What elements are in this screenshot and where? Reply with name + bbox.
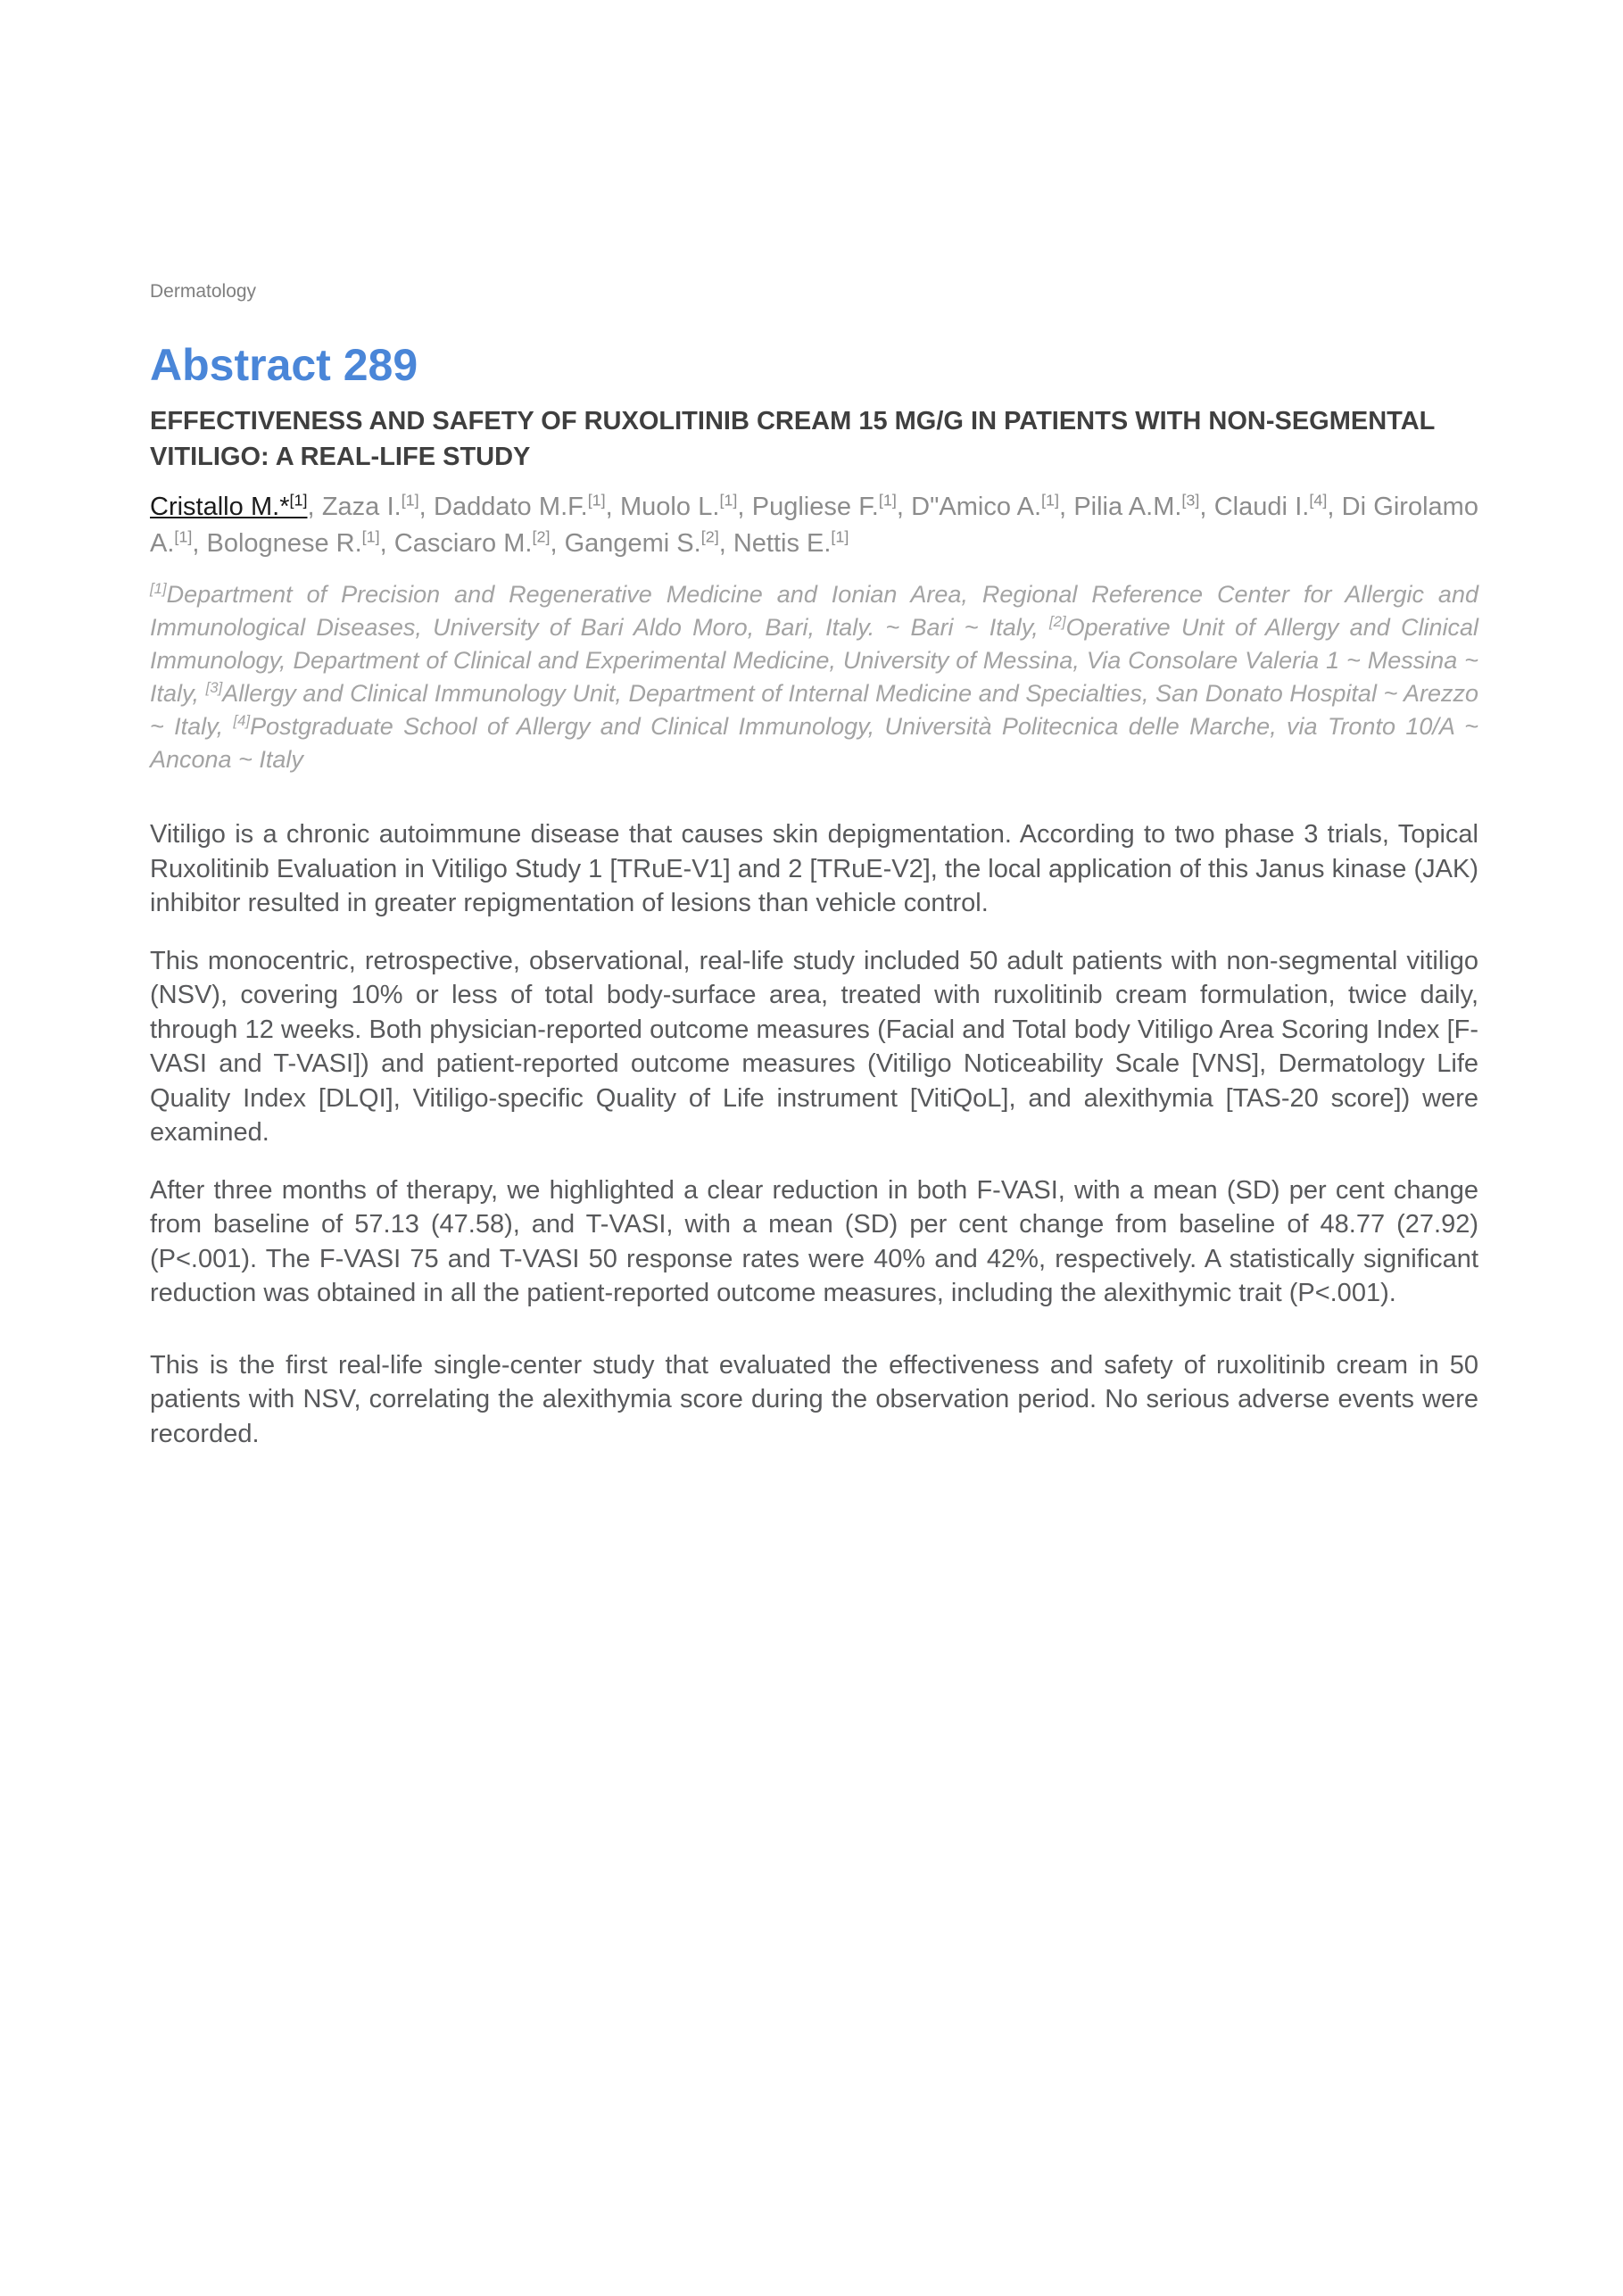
author: Gangemi S.[2] — [564, 527, 719, 558]
author: Pugliese F.[1] — [751, 491, 897, 521]
author-superscript: [1] — [831, 527, 849, 546]
paper-title: EFFECTIVENESS AND SAFETY OF RUXOLITINIB CREAM 15 MG/G IN PATIENTS WITH NON-SEGMENTAL VITILIGO: A REAL-LIFE STUDY — [150, 407, 1435, 471]
paragraph: This monocentric, retrospective, observational, real-life study included 50 adult patients with non-segmental vitiligo (NSV), covering 10% or less of total body-surface area, treated with ruxolitinib cream formulation, twice daily, through 12 weeks. Both physician-reported outcome measures (Facial and Total body Vitiligo Area Scoring Index [F-VASI and T-VASI]) and patient-reported outcome measures (Vitiligo Noticeability Scale [VNS], Dermatology Life Quality Index [DLQI], Vitiligo-specific Quality of Life instrument [VitiQoL], and alexithymia [TAS-20 score]) were examined. — [150, 946, 1478, 1147]
author-superscript: [1] — [719, 491, 738, 510]
paragraph: After three months of therapy, we highlighted a clear reduction in both F-VASI, with a mean (SD) per cent change from baseline of 57.13 (47.58), and T-VASI, with a mean (SD) per cent change from baseline of 48.77 (27.92) (P<.001). The F-VASI 75 and T-VASI 50 response rates were 40% and 42%, respectively. A statistically significant reduction was obtained in all the patient-reported outcome measures, including the alexithymic trait (P<.001). — [150, 1175, 1478, 1307]
author: Claudi I.[4] — [1213, 491, 1328, 521]
author: Pilia A.M.[3] — [1073, 491, 1200, 521]
abstract-content — [150, 0, 1478, 1451]
author: Zaza I.[1] — [321, 491, 419, 521]
author: Bolognese R.[1] — [206, 527, 380, 558]
author-superscript: [1] — [587, 491, 606, 510]
affiliations-block — [150, 578, 1478, 776]
category-label: Dermatology — [150, 281, 257, 302]
affiliation-text: Department of Precision and Regenerative Medicine and Ionian Area, Regional Reference Center for Allergic and Immunological Diseases, University of Bari Aldo Moro, Bari, Italy. ~ Bari ~ Italy, — [150, 581, 1478, 641]
author: Nettis E.[1] — [733, 527, 849, 558]
affiliation-superscript: [4] — [233, 712, 251, 729]
affiliation-text: Postgraduate School of Allergy and Clinical Immunology, Università Politecnica delle Marche, via Tronto 10/A ~ Ancona ~ Italy — [150, 713, 1478, 773]
author-superscript: [4] — [1309, 491, 1328, 510]
author-superscript: [1] — [174, 527, 193, 546]
author-superscript: [1] — [401, 491, 419, 510]
author: Daddato M.F.[1] — [434, 491, 606, 521]
authors-line: Cristallo M.*[1], Zaza I.[1], Daddato M.F.[1], Muolo L.[1], Pugliese F.[1], D"Amico A.[1], Pilia A.M.[3], Claudi I.[4], Di Girolamo A.[1], Bolognese R.[1], Casciaro M.[2], Gangemi S.[2], Nettis E.[1] — [150, 491, 1478, 558]
author: D"Amico A.[1] — [911, 491, 1059, 521]
author: Casciaro M.[2] — [393, 527, 551, 558]
affiliation-superscript: [2] — [1048, 613, 1066, 630]
author-superscript: [1] — [361, 527, 380, 546]
paragraph: This is the first real-life single-center study that evaluated the effectiveness and safety of ruxolitinib cream in 50 patients with NSV, correlating the alexithymia score during the observation period. No serious adverse events were recorded. — [150, 1350, 1478, 1448]
paragraph: Vitiligo is a chronic autoimmune disease that causes skin depigmentation. According to two phase 3 trials, Topical Ruxolitinib Evaluation in Vitiligo Study 1 [TRuE-V1] and 2 [TRuE-V2], the local application of this Janus kinase (JAK) inhibitor resulted in greater repigmentation of lesions than vehicle control. — [150, 820, 1478, 917]
abstract-body — [150, 817, 1478, 1451]
author-superscript: [3] — [1181, 491, 1200, 510]
author: Muolo L.[1] — [620, 491, 738, 521]
affiliation-superscript: [1] — [150, 580, 167, 597]
affiliation-superscript: [3] — [205, 679, 223, 696]
affiliation-text: Allergy and Clinical Immunology Unit, Department of Internal Medicine and Specialties, San Donato Hospital ~ Arezzo ~ Italy, — [150, 680, 1478, 740]
author-superscript: [2] — [532, 527, 551, 546]
abstract-heading: Abstract 289 — [150, 340, 418, 390]
author-superscript: [2] — [700, 527, 719, 546]
author-superscript: [1] — [878, 491, 897, 510]
affiliation-text: Operative Unit of Allergy and Clinical Immunology, Department of Clinical and Experimental Medicine, University of Messina, Via Consolare Valeria 1 ~ Messina ~ Italy, — [150, 614, 1478, 707]
author: Cristallo M.*[1] — [150, 491, 308, 521]
author: Di Girolamo A.[1] — [150, 493, 1478, 558]
author-superscript: [1] — [289, 491, 308, 510]
author-superscript: [1] — [1041, 491, 1059, 510]
